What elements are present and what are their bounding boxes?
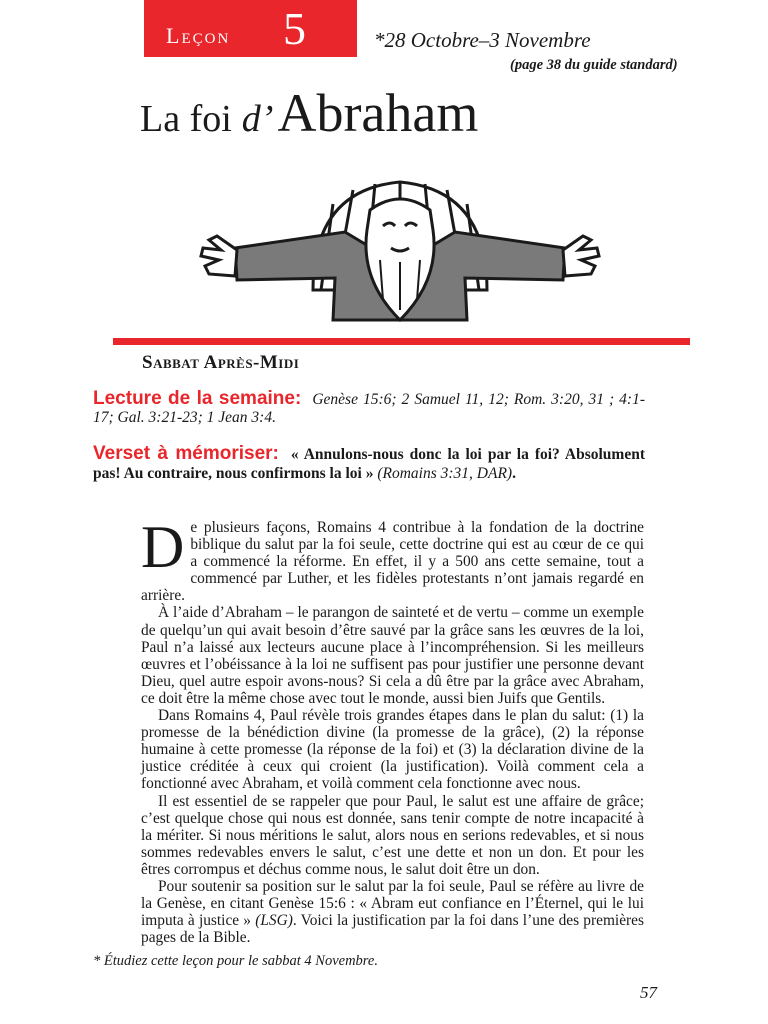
memory-verse-label: Verset à mémoriser: [93, 443, 279, 464]
guide-reference: (page 38 du guide standard) [510, 57, 678, 73]
paragraph-4: Il est essentiel de se rappeler que pour Paul, le salut est une affaire de grâce; c’est quelque chose qui nous est donnée, sans tenir compte de notre incapacité à la mériter. Si nous méritions le salut, alors nous en serions redevables, et si nous sommes redevables envers le salut, c’est une dette et non un don. Et pour les êtres corrompus et déchus comme nous, le salut doit être un don. [141, 792, 644, 878]
weekly-reading [93, 390, 645, 427]
section-heading: Sabbat Après-Midi [142, 352, 300, 373]
weekly-reading-label: Lecture de la semaine: [93, 388, 302, 409]
paragraph-5 [141, 878, 644, 946]
lesson-tab [144, 0, 357, 57]
lesson-title [140, 83, 479, 143]
lesson-word: Leçon [166, 23, 231, 48]
title-part-2: d’ [241, 98, 274, 140]
drop-cap: D [141, 514, 185, 580]
weekly-reading-refs: Genèse 15:6; 2 Samuel 11, 12; Rom. 3:20, 31 ; 4:1-17; Gal. 3:21-23; 1 Jean 3:4. [93, 391, 646, 426]
paragraph-1-text: e plusieurs façons, Romains 4 contribue à la fondation de la doctrine biblique du salut par la foi seule, cette doctrine qui est au cœur de ce qui a commencé la réforme. En effet, il y a 500 ans cette semaine, tout a commencé par Luther, et les fidèles protestants n’ont jamais regardé en arrière. [141, 519, 644, 605]
abraham-open-arms-icon [195, 170, 605, 330]
memory-verse-ref: (Romains 3:31, DAR) [377, 465, 513, 482]
footnote: * Étudiez cette leçon pour le sabbat 4 Novembre. [93, 953, 378, 969]
divider-rule [113, 338, 690, 345]
lesson-number: 5 [283, 3, 306, 54]
paragraph-5-text-b: . Voici la justification par la foi dans l’une des premières pages de la Bible. [141, 912, 644, 947]
page-number: 57 [640, 983, 657, 1002]
memory-verse [93, 444, 645, 483]
paragraph-5-text-a: Pour soutenir sa position sur le salut par la foi seule, Paul se réfère au livre de la Genèse, en citant Genèse 15:6 : « Abram eut confiance en l’Éternel, qui le lui imputa à justice » [141, 877, 644, 930]
title-part-3: Abraham [277, 83, 479, 143]
memory-verse-text: « Annulons-nous donc la loi par la foi? Absolument pas! Au contraire, nous confirmons la loi » [93, 446, 645, 482]
memory-verse-end: . [512, 465, 516, 482]
body-text [141, 514, 644, 947]
paragraph-2: À l’aide d’Abraham – le parangon de sainteté et de vertu – comme un exemple de quelqu’un qui avait besoin d’être sauvé par la grâce sans les œuvres de la loi, Paul n’a laissé aux lecteurs aucune place à l’incompréhension. Si les meilleurs œuvres et l’obéissance à la loi ne suffisent pas pour justifier une personne devant Dieu, quel autre espoir avons-nous? Si cela a dû être par la grâce avec Abraham, ce doit être la même chose avec tout le monde, aussi bien Juifs que Gentils. [141, 604, 644, 707]
paragraph-1 [141, 514, 644, 605]
date-range: *28 Octobre–3 Novembre [374, 28, 591, 52]
title-part-1: La foi [140, 98, 232, 140]
paragraph-5-ref: (LSG) [255, 912, 293, 930]
paragraph-3: Dans Romains 4, Paul révèle trois grandes étapes dans le plan du salut: (1) la promesse de la bénédiction divine (la promesse de la grâce), (2) la réponse humaine à cette promesse (la réponse de la foi) et (3) la déclaration divine de la justice créditée à ceux qui croient (la justification). Voilà comment cela a fonctionné avec Abraham, et voilà comment cela fonctionne avec nous. [141, 707, 644, 793]
